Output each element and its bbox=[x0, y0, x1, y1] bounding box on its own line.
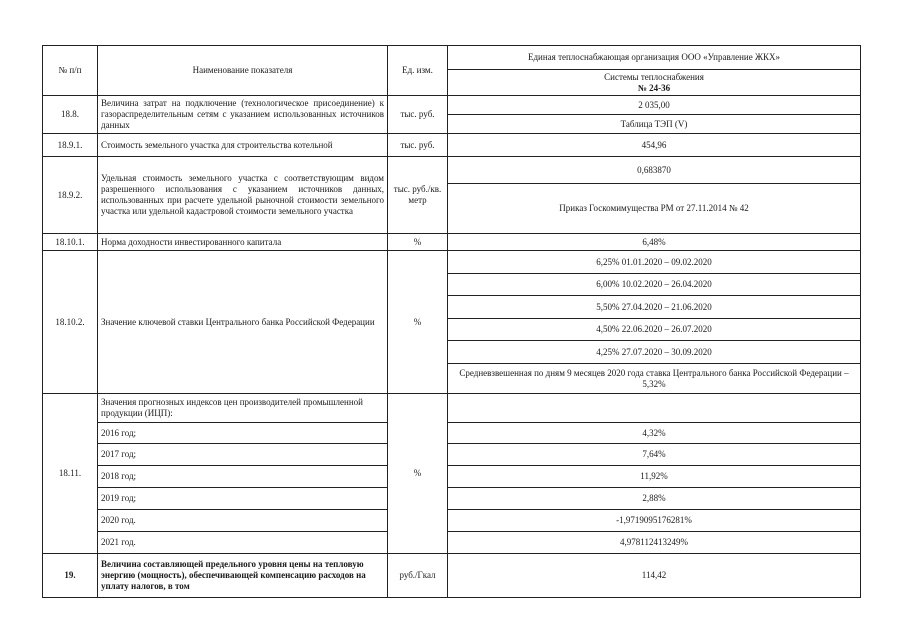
row-18-11-empty bbox=[448, 394, 861, 423]
row-18-8-source: Таблица ТЭП (V) bbox=[448, 115, 861, 134]
row-18-9-2-name: Удельная стоимость земельного участка с соответствующим видом разрешенного использования с указанием источников данных, использованных при расчете удельной рыночной стоимости земельного участка или удельной кадастровой стоимости земельного участка bbox=[98, 157, 388, 234]
row-19-unit: руб./Гкал bbox=[388, 554, 448, 598]
year-value: 4,978112413249% bbox=[448, 532, 861, 554]
row-18-10-1-unit: % bbox=[388, 234, 448, 251]
row-18-8-unit: тыс. руб. bbox=[388, 96, 448, 134]
row-18-11-unit: % bbox=[388, 394, 448, 554]
row-18-9-1-name: Стоимость земельного участка для строительства котельной bbox=[98, 134, 388, 157]
row-18-9-1-unit: тыс. руб. bbox=[388, 134, 448, 157]
rate-period: 6,00% 10.02.2020 – 26.04.2020 bbox=[448, 274, 861, 296]
header-unit: Ед. изм. bbox=[388, 46, 448, 96]
row-18-10-1-value: 6,48% bbox=[448, 234, 861, 251]
header-num: № п/п bbox=[43, 46, 98, 96]
weighted-rate: Средневзвешенная по дням 9 месяцев 2020 года ставка Центрального банка Российской Федерации – 5,32% bbox=[448, 364, 861, 394]
rate-period: 4,25% 27.07.2020 – 30.09.2020 bbox=[448, 341, 861, 364]
row-18-10-2-num: 18.10.2. bbox=[43, 251, 98, 394]
row-18-8-value: 2 035,00 bbox=[448, 96, 861, 115]
year-label: 2019 год; bbox=[98, 488, 388, 510]
header-org: Единая теплоснабжающая организация ООО «Управление ЖКХ» bbox=[448, 46, 861, 70]
year-label: 2021 год. bbox=[98, 532, 388, 554]
year-value: 11,92% bbox=[448, 466, 861, 488]
header-systems-label: Системы теплоснабжения bbox=[604, 71, 704, 82]
row-19-num: 19. bbox=[43, 554, 98, 598]
row-18-11-name: Значения прогнозных индексов цен производителей промышленной продукции (ИЦП): bbox=[98, 394, 388, 423]
rate-period: 6,25% 01.01.2020 – 09.02.2020 bbox=[448, 251, 861, 274]
row-18-11-num: 18.11. bbox=[43, 394, 98, 554]
row-18-8-num: 18.8. bbox=[43, 96, 98, 134]
rate-period: 4,50% 22.06.2020 – 26.07.2020 bbox=[448, 319, 861, 341]
row-18-9-2-num: 18.9.2. bbox=[43, 157, 98, 234]
indicators-table bbox=[42, 45, 861, 598]
row-18-10-1-num: 18.10.1. bbox=[43, 234, 98, 251]
row-18-9-2-unit: тыс. руб./кв. метр bbox=[388, 157, 448, 234]
year-label: 2018 год; bbox=[98, 466, 388, 488]
year-label: 2016 год; bbox=[98, 423, 388, 444]
row-18-10-1-name: Норма доходности инвестированного капитала bbox=[98, 234, 388, 251]
year-value: 4,32% bbox=[448, 423, 861, 444]
rate-period: 5,50% 27.04.2020 – 21.06.2020 bbox=[448, 296, 861, 319]
header-name: Наименование показателя bbox=[98, 46, 388, 96]
row-18-9-1-value: 454,96 bbox=[448, 134, 861, 157]
year-value: -1,9719095176281% bbox=[448, 510, 861, 532]
year-value: 2,88% bbox=[448, 488, 861, 510]
row-19-name: Величина составляющей предельного уровня цены на тепловую энергию (мощность), обеспечивающей компенсацию расходов на уплату налогов, в том bbox=[98, 554, 388, 598]
row-18-9-1-num: 18.9.1. bbox=[43, 134, 98, 157]
row-18-10-2-name: Значение ключевой ставки Центрального банка Российской Федерации bbox=[98, 251, 388, 394]
year-label: 2020 год. bbox=[98, 510, 388, 532]
row-18-9-2-source: Приказ Госкомимущества РМ от 27.11.2014 № 42 bbox=[448, 184, 861, 234]
row-19-value: 114,42 bbox=[448, 554, 861, 598]
header-systems-number: № 24-36 bbox=[637, 82, 671, 93]
row-18-9-2-value: 0,683870 bbox=[448, 157, 861, 184]
header-systems bbox=[448, 70, 861, 96]
row-18-10-2-unit: % bbox=[388, 251, 448, 394]
row-18-8-name: Величина затрат на подключение (технологическое присоединение) к газораспределительным сетям с указанием использованных источников данных bbox=[98, 96, 388, 134]
year-value: 7,64% bbox=[448, 444, 861, 466]
year-label: 2017 год; bbox=[98, 444, 388, 466]
